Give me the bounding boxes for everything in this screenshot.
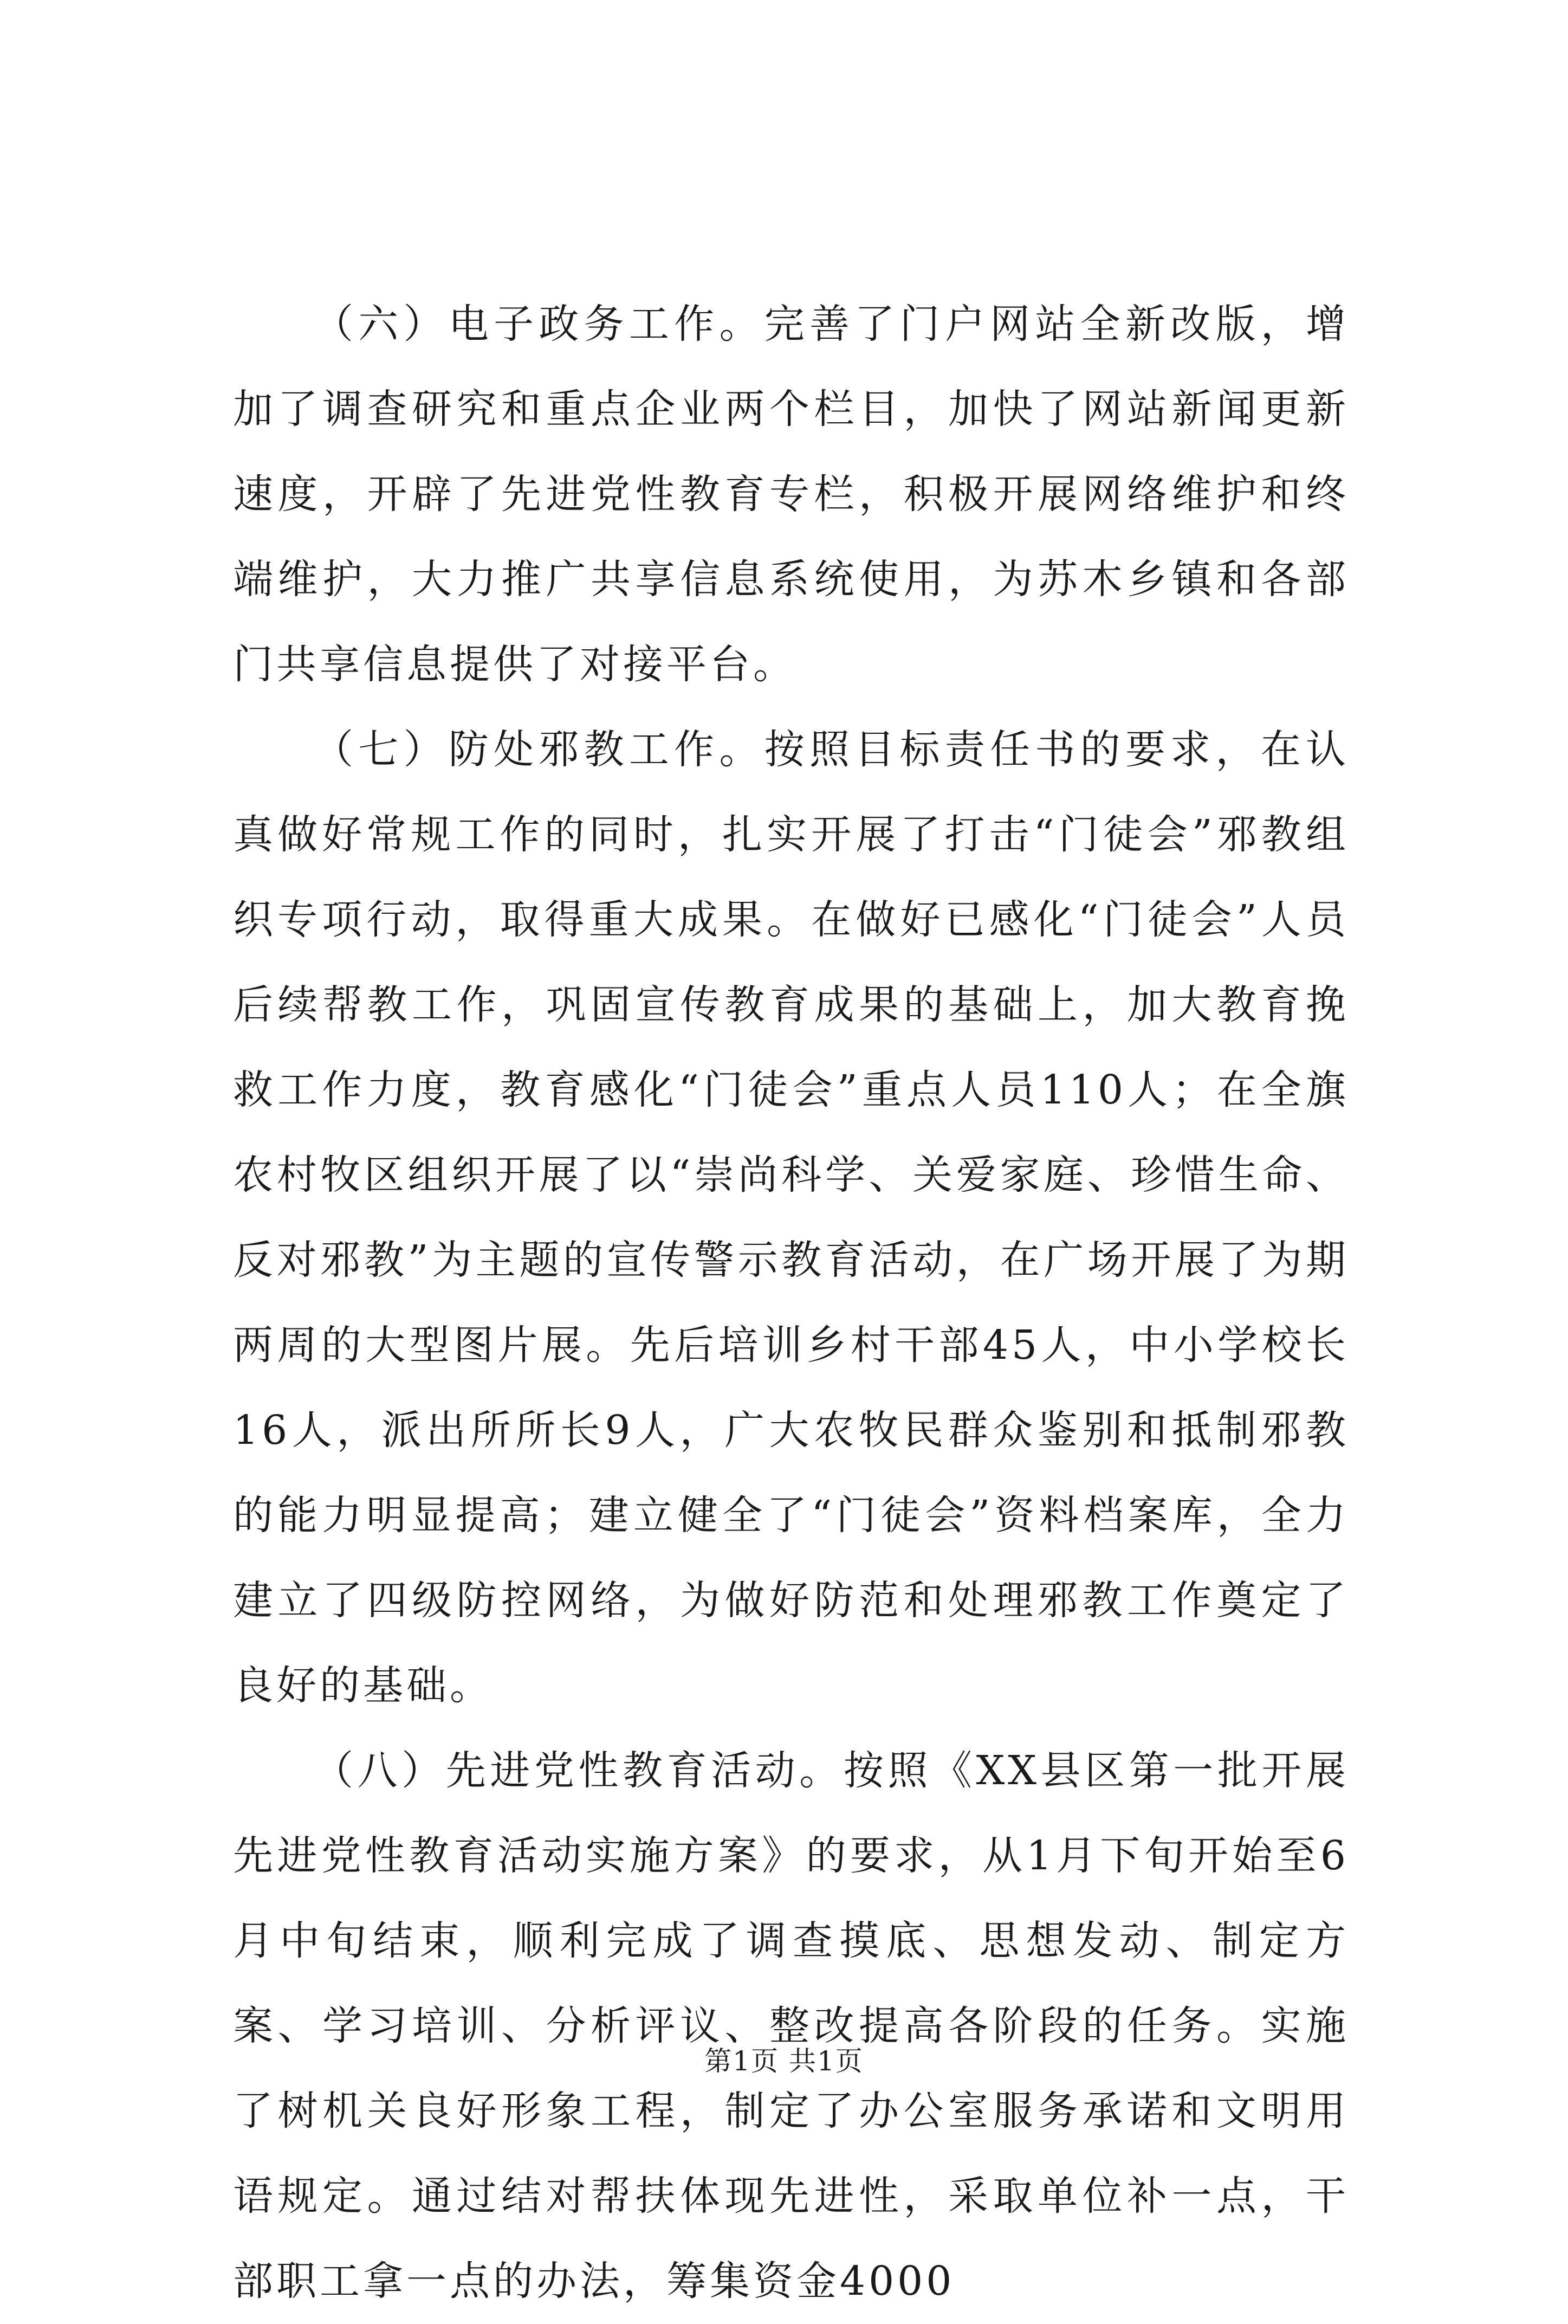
paragraph-anti-cult-work: （七）防处邪教工作。按照目标责任书的要求，在认真做好常规工作的同时，扎实开展了打击“门徒会”邪教组织专项行动，取得重大成果。在做好已感化“门徒会”人员后续帮教工作，巩固宣传教育成果的基础上，加大教育挽救工作力度，教育感化“门徒会”重点人员110人；在全旗农村牧区组织开展了以“崇尚科学、关爱家庭、珍惜生命、反对邪教”为主题的宣传警示教育活动，在广场开展了为期两周的大型图片展。先后培训乡村干部45人，中小学校长16人，派出所所长9人，广大农牧民群众鉴别和抵制邪教的能力明显提高；建立健全了“门徒会”资料档案库，全力建立了四级防控网络，为做好防范和处理邪教工作奠定了良好的基础。	[233, 726, 1349, 1709]
document-body	[233, 282, 1349, 2324]
paragraph-e-government: （六）电子政务工作。完善了门户网站全新改版，增加了调查研究和重点企业两个栏目，加快了网站新闻更新速度，开辟了先进党性教育专栏，积极开展网络维护和终端维护，大力推广共享信息系统使用，为苏木乡镇和各部门共享信息提供了对接平台。	[233, 301, 1349, 688]
page-footer: 第1页 共1页	[704, 2045, 864, 2077]
paragraph-party-education: （八）先进党性教育活动。按照《XX县区第一批开展先进党性教育活动实施方案》的要求，从1月下旬开始至6月中旬结束，顺利完成了调查摸底、思想发动、制定方案、学习培训、分析评议、整改提高各阶段的任务。实施了树机关良好形象工程，制定了办公室服务承诺和文明用语规定。通过结对帮扶体现先进性，采取单位补一点，干部职工拿一点的办法，筹集资金4000	[233, 1747, 1349, 2304]
